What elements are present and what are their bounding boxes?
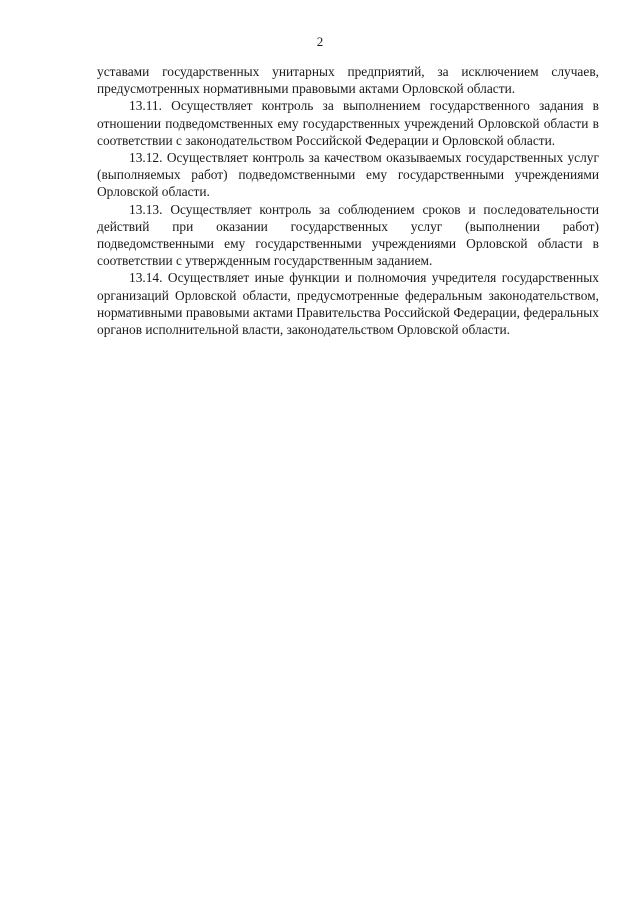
paragraph-text: Осуществляет иные функции и полномочия учредителя государственных организаций Орловской области, предусмотренные федеральным законодательством, нормативными правовыми актами Правительства Российской Федерации, федеральных органов исполнительной власти, законодательством Орловской области. [97,270,599,338]
paragraph-text: Осуществляет контроль за соблюдением сроков и последовательности действий при оказании государственных услуг (выполнении работ) подведомственными ему государственными учреждениями Орловской области в соответствии с утвержденным государственным заданием. [97,201,599,269]
page-number: 2 [316,34,324,49]
document-body [97,63,599,338]
paragraph-13-13 [97,201,599,270]
paragraph-text: Осуществляет контроль за качеством оказываемых государственных услуг (выполняемых работ) подведомственными ему государственными учреждениями Орловской области. [97,150,599,200]
clause-number: 13.14. [129,270,163,286]
paragraph-13-14 [97,269,599,338]
paragraph-13-12 [97,149,599,201]
paragraph-text: Осуществляет контроль за выполнением государственного задания в отношении подведомственных ему государственных учреждений Орловской области в соответствии с законодательством Российской Федерации и Орловской области. [97,98,599,148]
paragraph-13-11 [97,97,599,149]
clause-number: 13.12. [129,150,163,166]
clause-number: 13.13. [129,201,163,217]
clause-number: 13.11. [129,98,162,114]
paragraph-continuation [97,63,599,97]
paragraph-text: уставами государственных унитарных предприятий, за исключением случаев, предусмотренных нормативными правовыми актами Орловской области. [97,64,599,97]
